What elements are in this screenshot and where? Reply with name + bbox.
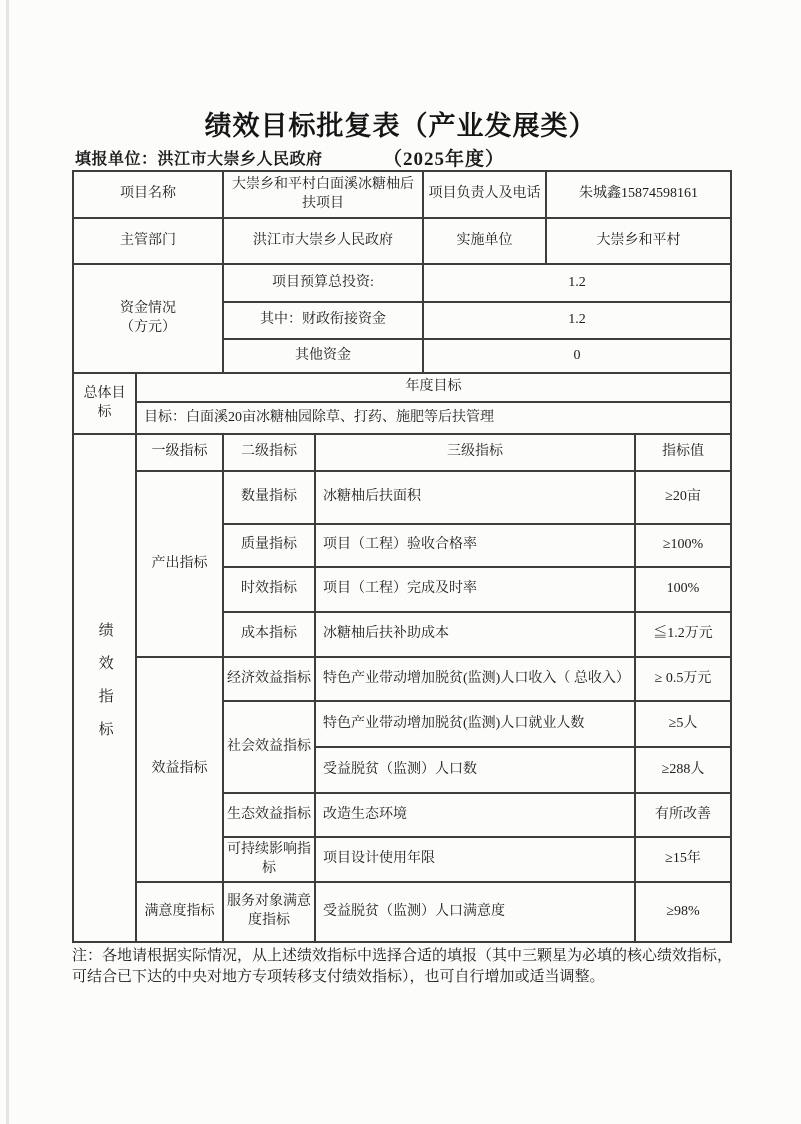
indicator-value-cell: ≦1.2万元 (635, 612, 731, 657)
indicator-level2-cell: 质量指标 (223, 524, 315, 567)
indicator-level2-cell: 社会效益指标 (223, 701, 315, 793)
header-value: 指标值 (635, 434, 731, 471)
reporting-unit-label: 填报单位：洪江市大崇乡人民政府 (75, 151, 323, 168)
funding-item-value: 1.2 (423, 264, 731, 302)
indicator-level2-cell: 可持续影响指标 (223, 837, 315, 882)
dept-value: 洪江市大崇乡人民政府 (223, 218, 423, 264)
indicator-level2-cell: 时效指标 (223, 567, 315, 612)
indicator-level1-cell: 满意度指标 (136, 882, 223, 942)
funding-item-label: 其他资金 (223, 339, 423, 373)
indicator-value-cell: ≥100% (635, 524, 731, 567)
annual-goal-header: 年度目标 (136, 373, 731, 402)
funding-item-label: 项目预算总投资: (223, 264, 423, 302)
indicator-level3-cell: 项目（工程）验收合格率 (315, 524, 635, 567)
indicator-level2-cell: 成本指标 (223, 612, 315, 657)
indicator-level3-cell: 受益脱贫（监测）人口数 (315, 747, 635, 793)
annual-goal-text: 目标：白面溪20亩冰糖柚园除草、打药、施肥等后扶管理 (136, 402, 731, 434)
subtitle-row (0, 146, 801, 170)
leader-label: 项目负责人及电话 (423, 171, 546, 218)
indicator-level3-cell: 特色产业带动增加脱贫(监测)人口收入（ 总收入） (315, 657, 635, 701)
indicator-level3-cell: 冰糖柚后扶面积 (315, 471, 635, 524)
funding-item-value: 1.2 (423, 302, 731, 339)
funding-section-label (73, 264, 223, 373)
header-level1: 一级指标 (136, 434, 223, 471)
indicator-level1-cell: 产出指标 (136, 471, 223, 657)
impl-label: 实施单位 (423, 218, 546, 264)
header-level3: 三级指标 (315, 434, 635, 471)
funding-label-line2: （方元） (120, 319, 176, 335)
overall-goal-label: 总体目标 (73, 373, 136, 434)
leader-value: 朱城鑫15874598161 (546, 171, 731, 218)
indicator-value-cell: ≥20亩 (635, 471, 731, 524)
indicator-value-cell: ≥98% (635, 882, 731, 942)
funding-item-label: 其中：财政衔接资金 (223, 302, 423, 339)
header-level2: 二级指标 (223, 434, 315, 471)
footnote: 注：各地请根据实际情况，从上述绩效指标中选择合适的填报（其中三颗星为必填的核心绩效指标，可结合已下达的中央对地方专项转移支付绩效指标），也可自行增加或适当调整。 (72, 948, 733, 986)
indicator-level2-cell: 经济效益指标 (223, 657, 315, 701)
indicator-level3-cell: 冰糖柚后扶补助成本 (315, 612, 635, 657)
indicator-level2-cell: 服务对象满意度指标 (223, 882, 315, 942)
indicator-level1-cell: 效益指标 (136, 657, 223, 882)
project-name-label: 项目名称 (73, 171, 223, 218)
indicator-value-cell: ≥15年 (635, 837, 731, 882)
indicator-level3-cell: 特色产业带动增加脱贫(监测)人口就业人数 (315, 701, 635, 747)
indicator-level3-cell: 项目（工程）完成及时率 (315, 567, 635, 612)
project-name-value: 大崇乡和平村白面溪冰糖柚后扶项目 (223, 171, 423, 218)
indicator-level3-cell: 项目设计使用年限 (315, 837, 635, 882)
indicator-level2-cell: 数量指标 (223, 471, 315, 524)
page-title: 绩效目标批复表（产业发展类） (204, 111, 597, 141)
dept-label: 主管部门 (73, 218, 223, 264)
indicator-value-cell: ≥ 0.5万元 (635, 657, 731, 701)
performance-target-table (72, 170, 732, 943)
funding-label-line1: 资金情况 (120, 300, 176, 316)
indicator-value-cell: ≥288人 (635, 747, 731, 793)
impl-value: 大崇乡和平村 (546, 218, 731, 264)
indicators-side-label: 绩效指标 (73, 434, 136, 942)
indicator-value-cell: 100% (635, 567, 731, 612)
indicator-level3-cell: 改造生态环境 (315, 793, 635, 837)
funding-item-value: 0 (423, 339, 731, 373)
indicator-level3-cell: 受益脱贫（监测）人口满意度 (315, 882, 635, 942)
year-label: （2025年度） (383, 149, 506, 170)
indicator-level2-cell: 生态效益指标 (223, 793, 315, 837)
indicator-value-cell: 有所改善 (635, 793, 731, 837)
indicator-value-cell: ≥5人 (635, 701, 731, 747)
